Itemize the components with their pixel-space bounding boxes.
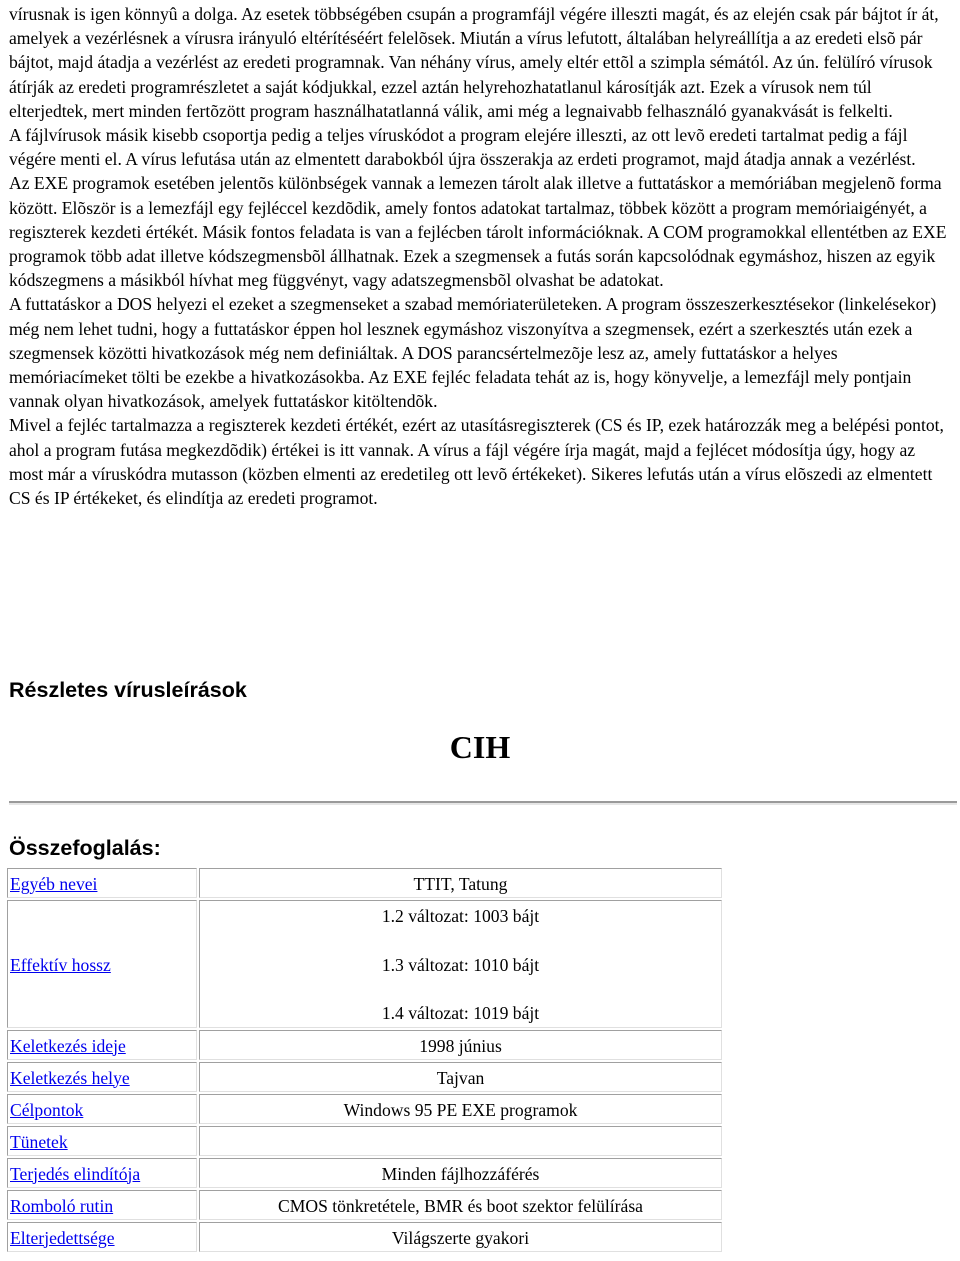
- version-length-line: 1.4 változat: 1019 bájt: [381, 1003, 540, 1023]
- summary-heading: Összefoglalás:: [9, 836, 161, 860]
- row-label-cell: [7, 1094, 197, 1124]
- table-row: [7, 1190, 722, 1220]
- article-body: [9, 2, 949, 510]
- row-value-cell: [199, 1126, 722, 1156]
- row-value-cell: Minden fájlhozzáférés: [199, 1158, 722, 1188]
- article-paragraph: Az EXE programok esetében jelentõs különbségek vannak a lemezen tárolt alak illetve a futtatáskor a memóriában megjelenõ forma között. Elõször is a lemezfájl egy fejléccel kezdõdik, amely fontos adatokat tartalmaz, többek között a program memóriaigényét, a regiszterek kezdeti értékét. Másik fontos feladata is van a fejlécben tárolt információknak. A COM programokkal ellentétben az EXE programok több adat illetve kódszegmensbõl állhatnak. Ezek a szegmensek a futás során kapcsolódnak egymáshoz, hiszen az egyik kódszegmens a másikból hívhat meg függvényt, vagy adatszegmensbõl olvashat be adatokat.: [9, 173, 947, 291]
- row-label-cell: [7, 1126, 197, 1156]
- origin-date-link[interactable]: Keletkezés ideje: [10, 1035, 126, 1056]
- horizontal-rule: [9, 801, 957, 805]
- article-paragraph: A futtatáskor a DOS helyezi el ezeket a szegmenseket a szabad memóriaterületeken. A program összeszerkesztésekor (linkelésekor) még nem lehet tudni, hogy a futtatáskor éppen hol lesznek egymáshoz viszonyítva a szegmensek, ezért a szerkesztés után ezek a szegmensek közötti hivatkozások még nem definiáltak. A DOS parancsértelmezõje lesz az, amely futtatáskor a helyes memóriacímeket tölti be ezekbe a hivatkozásokba. Az EXE fejléc feladata tehát az is, hogy könyvelje, a lemezfájl mely pontjain vannak olyan hivatkozások, amelyek futtatáskor kitöltendõk.: [9, 294, 937, 412]
- row-value-cell: Tajvan: [199, 1062, 722, 1092]
- table-row: [7, 1062, 722, 1092]
- row-value-cell: TTIT, Tatung: [199, 868, 722, 898]
- summary-table: [5, 866, 724, 1254]
- row-value-cell: [199, 900, 722, 1028]
- virus-title: CIH: [449, 729, 511, 765]
- targets-link[interactable]: Célpontok: [10, 1099, 84, 1120]
- effective-length-link[interactable]: Effektív hossz: [10, 954, 111, 975]
- table-row: [7, 900, 722, 1028]
- row-label-cell: [7, 1158, 197, 1188]
- section-heading: Részletes vírusleírások: [9, 678, 247, 702]
- version-length-line: 1.2 változat: 1003 bájt: [381, 906, 540, 926]
- article-paragraph: vírusnak is igen könnyû a dolga. Az esetek többségében csupán a programfájl végére illeszti magát, és az elején csak pár bájtot ír át, amelyek a vezérlésnek a vírusra irányuló eltérítéséért felelõsek. Miután a vírus lefutott, általában helyreállítja a az eredeti elsõ pár bájtot, majd átadja a vezérlést az eredeti programnak. Van néhány vírus, amely eltér ettõl a szimpla sémától. Az ún. felülíró vírusok átírják az eredeti programrészletet a saját kódjukkal, ezzel aztán helyrehozhatatlanul károsítják azt. Ezek a vírusok nem túl elterjedtek, mert minden fertõzött program használhatatlanná válik, ami még a legnaivabb felhasználó gyanakvását is felkelti.: [9, 4, 939, 121]
- row-label-cell: [7, 1190, 197, 1220]
- article-paragraph: Mivel a fejléc tartalmazza a regiszterek kezdeti értékét, ezért az utasításregiszterek (CS és IP, ezek határozzák meg a belépési pontot, ahol a program futása megkezdõdik) értékei is itt vannak. A vírus a fájl végére írja magát, majd a fejlécet módosítja úgy, hogy az most már a víruskódra mutasson (közben elmenti az eredetileg ott levõ értékeket). Sikeres lefutás után a vírus elõszedi az elmentett CS és IP értékeket, és elindítja az eredeti programot.: [9, 415, 944, 509]
- row-value-cell: 1998 június: [199, 1030, 722, 1060]
- row-label-cell: [7, 1062, 197, 1092]
- article-paragraph: A fájlvírusok másik kisebb csoportja pedig a teljes víruskódot a program elejére illeszti, az ott levõ eredeti tartalmat pedig a fájl végére menti el. A vírus lefutása után az elmentett darabokból újra összerakja az erdeti programot, majd átadja annak a vezérlést.: [9, 125, 916, 170]
- row-value-cell: Világszerte gyakori: [199, 1222, 722, 1252]
- row-label-cell: [7, 868, 197, 898]
- table-row: [7, 868, 722, 898]
- row-label-cell: [7, 1222, 197, 1252]
- table-row: [7, 1222, 722, 1252]
- table-row: [7, 1126, 722, 1156]
- other-names-link[interactable]: Egyéb nevei: [10, 874, 98, 894]
- symptoms-link[interactable]: Tünetek: [10, 1131, 68, 1152]
- table-row: [7, 1094, 722, 1124]
- destructive-routine-link[interactable]: Romboló rutin: [10, 1195, 114, 1216]
- row-value-cell: CMOS tönkretétele, BMR és boot szektor felülírása: [199, 1190, 722, 1220]
- row-label-cell: [7, 1030, 197, 1060]
- spread-trigger-link[interactable]: Terjedés elindítója: [10, 1163, 141, 1184]
- row-value-cell: Windows 95 PE EXE programok: [199, 1094, 722, 1124]
- version-length-line: 1.3 változat: 1010 bájt: [381, 954, 540, 975]
- table-row: [7, 1158, 722, 1188]
- row-label-cell: [7, 900, 197, 1028]
- origin-place-link[interactable]: Keletkezés helye: [10, 1067, 130, 1088]
- table-row: [7, 1030, 722, 1060]
- prevalence-link[interactable]: Elterjedettsége: [10, 1227, 115, 1248]
